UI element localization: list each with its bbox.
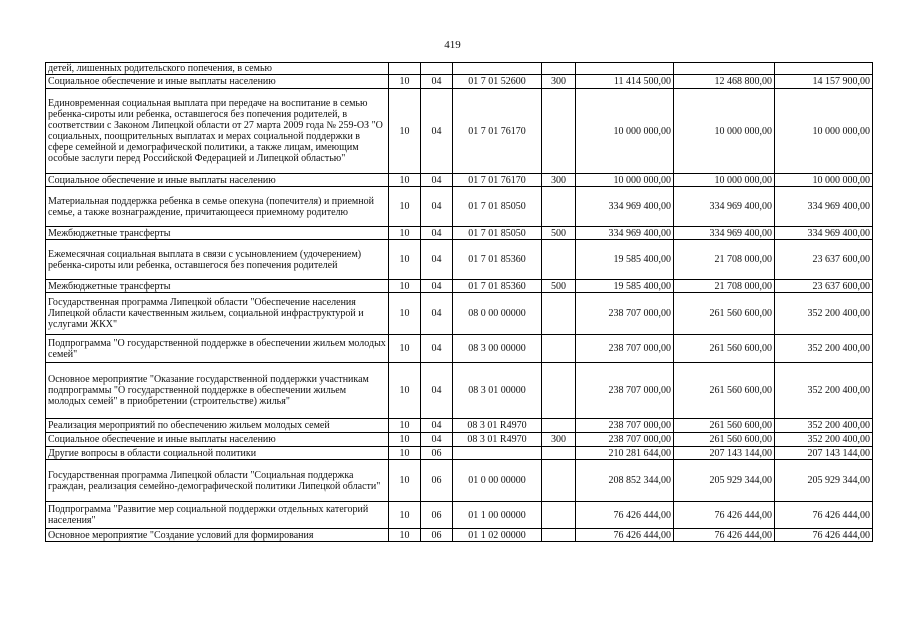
cell-expense-type <box>542 447 576 460</box>
cell-name: детей, лишенных родительского попечения, в семью <box>46 63 389 75</box>
cell-target-article <box>453 447 542 460</box>
cell-subsection: 06 <box>421 460 453 502</box>
table-row <box>46 63 873 75</box>
cell-amount-year-3: 23 637 600,00 <box>775 240 873 280</box>
cell-amount-year-3: 76 426 444,00 <box>775 502 873 529</box>
table-row <box>46 460 873 502</box>
cell-amount-year-3: 352 200 400,00 <box>775 293 873 335</box>
cell-amount-year-2: 261 560 600,00 <box>674 363 775 419</box>
cell-subsection: 04 <box>421 280 453 293</box>
cell-target-article: 08 3 00 00000 <box>453 335 542 363</box>
cell-section: 10 <box>389 293 421 335</box>
cell-section: 10 <box>389 227 421 240</box>
cell-subsection: 04 <box>421 419 453 433</box>
cell-section <box>389 63 421 75</box>
table-row <box>46 240 873 280</box>
cell-name: Основное мероприятие "Создание условий для формирования <box>46 529 389 542</box>
cell-amount-year-2: 76 426 444,00 <box>674 502 775 529</box>
cell-amount-year-1: 76 426 444,00 <box>576 502 674 529</box>
cell-expense-type <box>542 363 576 419</box>
cell-target-article: 01 7 01 85360 <box>453 280 542 293</box>
cell-amount-year-1: 238 707 000,00 <box>576 419 674 433</box>
cell-amount-year-1: 210 281 644,00 <box>576 447 674 460</box>
cell-amount-year-1: 19 585 400,00 <box>576 280 674 293</box>
cell-expense-type <box>542 293 576 335</box>
cell-section: 10 <box>389 174 421 187</box>
cell-section: 10 <box>389 187 421 227</box>
page-number: 419 <box>444 39 461 51</box>
cell-amount-year-1: 238 707 000,00 <box>576 335 674 363</box>
cell-amount-year-2 <box>674 63 775 75</box>
cell-target-article: 01 7 01 85050 <box>453 187 542 227</box>
cell-target-article <box>453 63 542 75</box>
cell-amount-year-2: 10 000 000,00 <box>674 174 775 187</box>
cell-section: 10 <box>389 502 421 529</box>
cell-subsection: 06 <box>421 447 453 460</box>
table-row <box>46 174 873 187</box>
cell-target-article: 08 0 00 00000 <box>453 293 542 335</box>
cell-target-article: 08 3 01 R4970 <box>453 433 542 447</box>
cell-subsection: 04 <box>421 335 453 363</box>
cell-amount-year-1 <box>576 63 674 75</box>
cell-name: Материальная поддержка ребенка в семье опекуна (попечителя) и приемной семье, а также вознаграждение, причитающееся приемному родителю <box>46 187 389 227</box>
cell-amount-year-2: 207 143 144,00 <box>674 447 775 460</box>
cell-amount-year-2: 261 560 600,00 <box>674 335 775 363</box>
cell-expense-type: 300 <box>542 433 576 447</box>
table-body <box>46 63 873 542</box>
cell-amount-year-1: 334 969 400,00 <box>576 227 674 240</box>
cell-target-article: 01 7 01 76170 <box>453 89 542 174</box>
cell-subsection: 04 <box>421 89 453 174</box>
cell-subsection: 04 <box>421 174 453 187</box>
cell-target-article: 01 1 02 00000 <box>453 529 542 542</box>
cell-subsection: 04 <box>421 433 453 447</box>
cell-name: Другие вопросы в области социальной политики <box>46 447 389 460</box>
cell-expense-type: 500 <box>542 227 576 240</box>
cell-section: 10 <box>389 363 421 419</box>
cell-section: 10 <box>389 335 421 363</box>
cell-amount-year-1: 334 969 400,00 <box>576 187 674 227</box>
cell-amount-year-3: 205 929 344,00 <box>775 460 873 502</box>
cell-amount-year-1: 238 707 000,00 <box>576 363 674 419</box>
table-row <box>46 502 873 529</box>
cell-target-article: 01 0 00 00000 <box>453 460 542 502</box>
table-row <box>46 363 873 419</box>
table-row <box>46 419 873 433</box>
table-row <box>46 293 873 335</box>
cell-amount-year-3: 76 426 444,00 <box>775 529 873 542</box>
cell-subsection <box>421 63 453 75</box>
cell-amount-year-3: 334 969 400,00 <box>775 187 873 227</box>
cell-subsection: 04 <box>421 187 453 227</box>
cell-section: 10 <box>389 280 421 293</box>
cell-amount-year-1: 10 000 000,00 <box>576 174 674 187</box>
cell-name: Межбюджетные трансферты <box>46 280 389 293</box>
cell-name: Государственная программа Липецкой области "Обеспечение населения Липецкой области качественным жильем, социальной инфраструктурой и услугами ЖКХ" <box>46 293 389 335</box>
cell-amount-year-2: 261 560 600,00 <box>674 419 775 433</box>
cell-amount-year-3: 207 143 144,00 <box>775 447 873 460</box>
cell-name: Единовременная социальная выплата при передаче на воспитание в семью ребенка-сироты или ребенка, оставшегося без попечения родителей, в соответствии с Законом Липецкой области от 27 марта 2009 года № 259-ОЗ "О социальных, поощрительных выплатах и мерах социальной поддержки в сфере семейной и демографической политики, а также лицам, имеющим особые заслуги перед Российской Федерацией и Липецкой областью" <box>46 89 389 174</box>
cell-expense-type <box>542 89 576 174</box>
table-row <box>46 335 873 363</box>
cell-subsection: 04 <box>421 363 453 419</box>
cell-amount-year-3: 10 000 000,00 <box>775 89 873 174</box>
cell-expense-type: 300 <box>542 75 576 89</box>
cell-target-article: 01 7 01 52600 <box>453 75 542 89</box>
cell-section: 10 <box>389 460 421 502</box>
cell-target-article: 08 3 01 00000 <box>453 363 542 419</box>
cell-name: Социальное обеспечение и иные выплаты населению <box>46 75 389 89</box>
cell-amount-year-1: 238 707 000,00 <box>576 433 674 447</box>
cell-section: 10 <box>389 529 421 542</box>
cell-section: 10 <box>389 419 421 433</box>
cell-amount-year-3: 352 200 400,00 <box>775 433 873 447</box>
cell-target-article: 08 3 01 R4970 <box>453 419 542 433</box>
cell-amount-year-2: 76 426 444,00 <box>674 529 775 542</box>
cell-amount-year-3 <box>775 63 873 75</box>
table-row <box>46 447 873 460</box>
table-row <box>46 227 873 240</box>
cell-section: 10 <box>389 89 421 174</box>
cell-amount-year-3: 14 157 900,00 <box>775 75 873 89</box>
cell-section: 10 <box>389 447 421 460</box>
cell-amount-year-3: 334 969 400,00 <box>775 227 873 240</box>
table-row <box>46 280 873 293</box>
cell-expense-type <box>542 187 576 227</box>
cell-amount-year-2: 21 708 000,00 <box>674 240 775 280</box>
table-row <box>46 187 873 227</box>
cell-amount-year-1: 208 852 344,00 <box>576 460 674 502</box>
cell-expense-type: 300 <box>542 174 576 187</box>
cell-amount-year-2: 12 468 800,00 <box>674 75 775 89</box>
cell-amount-year-2: 10 000 000,00 <box>674 89 775 174</box>
cell-amount-year-2: 334 969 400,00 <box>674 227 775 240</box>
cell-expense-type <box>542 335 576 363</box>
cell-amount-year-3: 23 637 600,00 <box>775 280 873 293</box>
cell-expense-type <box>542 460 576 502</box>
cell-amount-year-1: 11 414 500,00 <box>576 75 674 89</box>
cell-subsection: 06 <box>421 529 453 542</box>
cell-target-article: 01 7 01 85050 <box>453 227 542 240</box>
cell-name: Межбюджетные трансферты <box>46 227 389 240</box>
cell-amount-year-1: 238 707 000,00 <box>576 293 674 335</box>
cell-amount-year-3: 352 200 400,00 <box>775 335 873 363</box>
cell-expense-type <box>542 502 576 529</box>
cell-subsection: 04 <box>421 227 453 240</box>
cell-name: Социальное обеспечение и иные выплаты населению <box>46 433 389 447</box>
cell-subsection: 04 <box>421 240 453 280</box>
cell-subsection: 04 <box>421 75 453 89</box>
cell-expense-type <box>542 529 576 542</box>
cell-expense-type <box>542 63 576 75</box>
cell-section: 10 <box>389 75 421 89</box>
cell-amount-year-3: 10 000 000,00 <box>775 174 873 187</box>
cell-subsection: 04 <box>421 293 453 335</box>
cell-name: Основное мероприятие "Оказание государственной поддержки участникам подпрограммы "О государственной поддержке в обеспечении жильем молодых семей" в приобретении (строительстве) жилья" <box>46 363 389 419</box>
table-row <box>46 89 873 174</box>
cell-name: Ежемесячная социальная выплата в связи с усыновлением (удочерением) ребенка-сироты или ребенка, оставшегося без попечения родителей <box>46 240 389 280</box>
cell-target-article: 01 7 01 85360 <box>453 240 542 280</box>
cell-name: Государственная программа Липецкой области "Социальная поддержка граждан, реализация семейно-демографической политики Липецкой области" <box>46 460 389 502</box>
cell-subsection: 06 <box>421 502 453 529</box>
cell-amount-year-2: 261 560 600,00 <box>674 293 775 335</box>
cell-name: Реализация мероприятий по обеспечению жильем молодых семей <box>46 419 389 433</box>
cell-amount-year-3: 352 200 400,00 <box>775 419 873 433</box>
cell-expense-type <box>542 240 576 280</box>
cell-amount-year-2: 261 560 600,00 <box>674 433 775 447</box>
cell-amount-year-2: 205 929 344,00 <box>674 460 775 502</box>
cell-amount-year-1: 76 426 444,00 <box>576 529 674 542</box>
cell-amount-year-3: 352 200 400,00 <box>775 363 873 419</box>
cell-amount-year-2: 334 969 400,00 <box>674 187 775 227</box>
cell-amount-year-1: 10 000 000,00 <box>576 89 674 174</box>
cell-amount-year-1: 19 585 400,00 <box>576 240 674 280</box>
cell-expense-type: 500 <box>542 280 576 293</box>
budget-table <box>45 62 873 542</box>
cell-section: 10 <box>389 240 421 280</box>
table-row <box>46 433 873 447</box>
cell-name: Подпрограмма "О государственной поддержке в обеспечении жильем молодых семей" <box>46 335 389 363</box>
cell-name: Социальное обеспечение и иные выплаты населению <box>46 174 389 187</box>
cell-name: Подпрограмма "Развитие мер социальной поддержки отдельных категорий населения" <box>46 502 389 529</box>
cell-section: 10 <box>389 433 421 447</box>
cell-expense-type <box>542 419 576 433</box>
cell-amount-year-2: 21 708 000,00 <box>674 280 775 293</box>
cell-target-article: 01 7 01 76170 <box>453 174 542 187</box>
cell-target-article: 01 1 00 00000 <box>453 502 542 529</box>
table-row <box>46 529 873 542</box>
table-row <box>46 75 873 89</box>
